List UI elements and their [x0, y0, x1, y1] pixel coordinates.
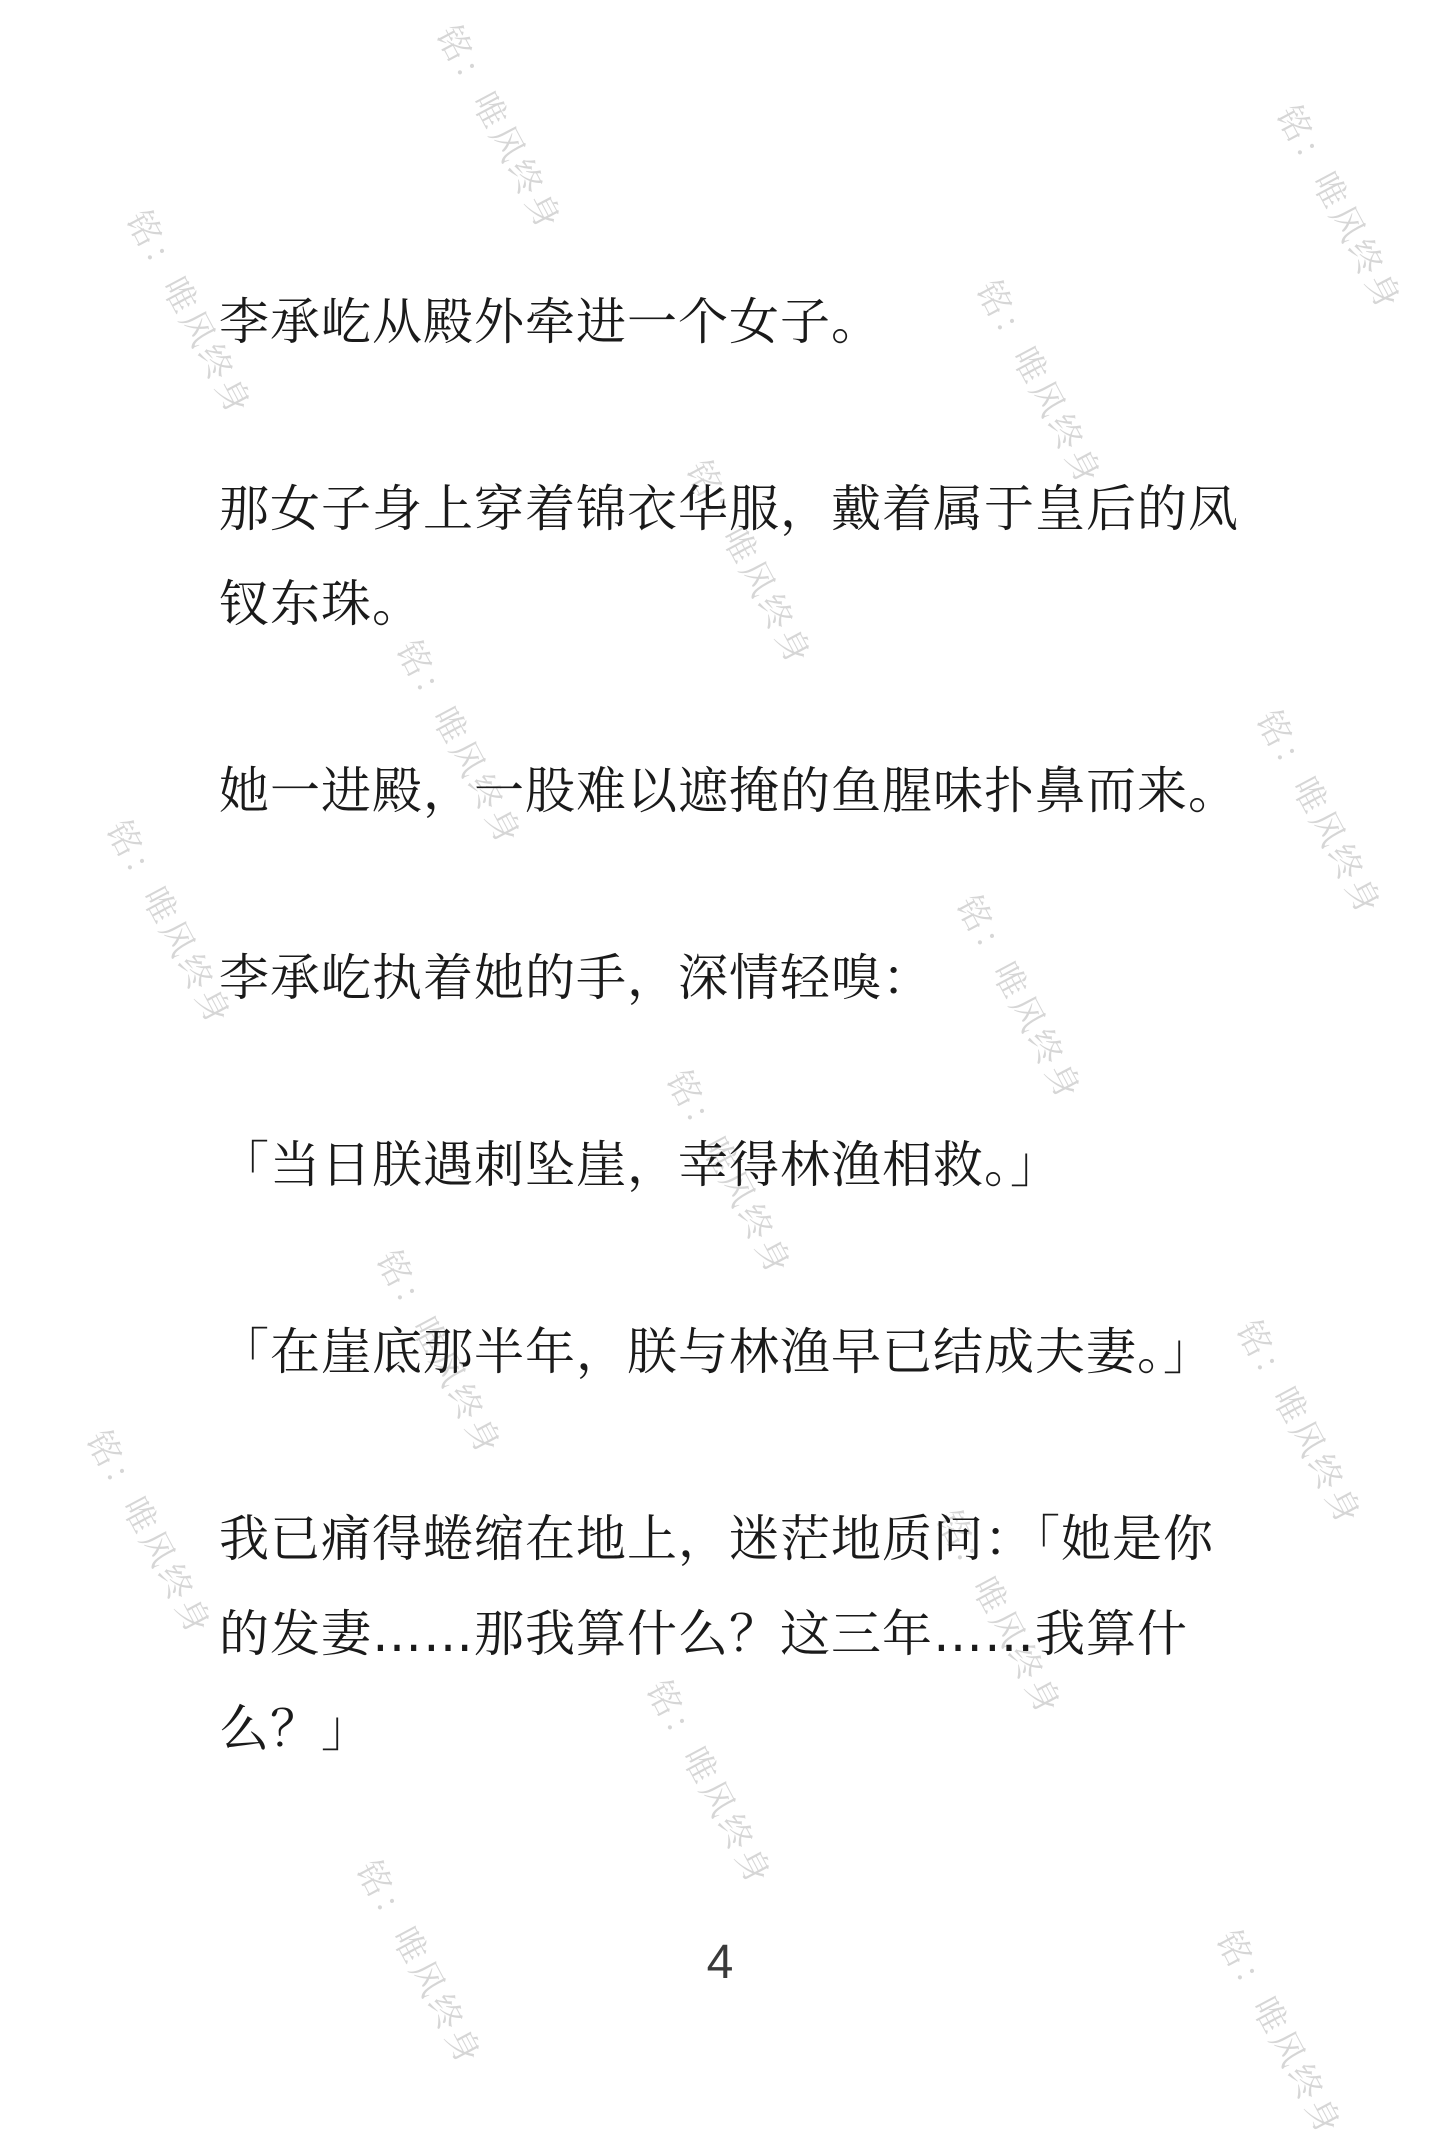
- watermark: 铭：唯风终身: [117, 203, 260, 424]
- watermark: 铭：唯风终身: [927, 1503, 1070, 1724]
- page-number: 4: [706, 1936, 734, 1989]
- paragraph: 她一进殿，一股难以遮掩的鱼腥味扑鼻而来。: [219, 762, 1239, 820]
- paragraph: 我已痛得蜷缩在地上，迷茫地质问：「她是你的发妻……那我算什么？这三年……我算什么？」: [219, 1510, 1214, 1758]
- paragraph: 李承屹执着她的手，深情轻嗅：: [219, 949, 933, 1007]
- watermark: 铭：唯风终身: [77, 1423, 220, 1644]
- paragraph: 「当日朕遇刺坠崖，幸得林渔相救。」: [219, 1136, 1061, 1194]
- paragraph: 那女子身上穿着锦衣华服，戴着属于皇后的凤钗东珠。: [219, 480, 1239, 633]
- watermark: 铭：唯风终身: [97, 813, 240, 1034]
- watermark: 铭：唯风终身: [677, 453, 820, 674]
- paragraph: 李承屹从殿外牵进一个女子。: [219, 293, 882, 351]
- watermark: 铭：唯风终身: [427, 18, 570, 239]
- watermark: 铭：唯风终身: [1267, 98, 1410, 319]
- watermark: 铭：唯风终身: [347, 1853, 490, 2074]
- watermark: 铭：唯风终身: [1227, 1313, 1370, 1534]
- watermark: 铭：唯风终身: [967, 273, 1110, 494]
- paragraph: 「在崖底那半年，朕与林渔早已结成夫妻。」: [219, 1323, 1214, 1381]
- watermark: 铭：唯风终身: [657, 1063, 800, 1284]
- watermark: 铭：唯风终身: [637, 1673, 780, 1894]
- body-text: [219, 275, 1239, 1777]
- watermark: 铭：唯风终身: [1207, 1923, 1350, 2144]
- watermark: 铭：唯风终身: [1247, 703, 1390, 924]
- watermark: 铭：唯风终身: [387, 633, 530, 854]
- watermark: 铭：唯风终身: [947, 888, 1090, 1109]
- watermark: 铭：唯风终身: [367, 1243, 510, 1464]
